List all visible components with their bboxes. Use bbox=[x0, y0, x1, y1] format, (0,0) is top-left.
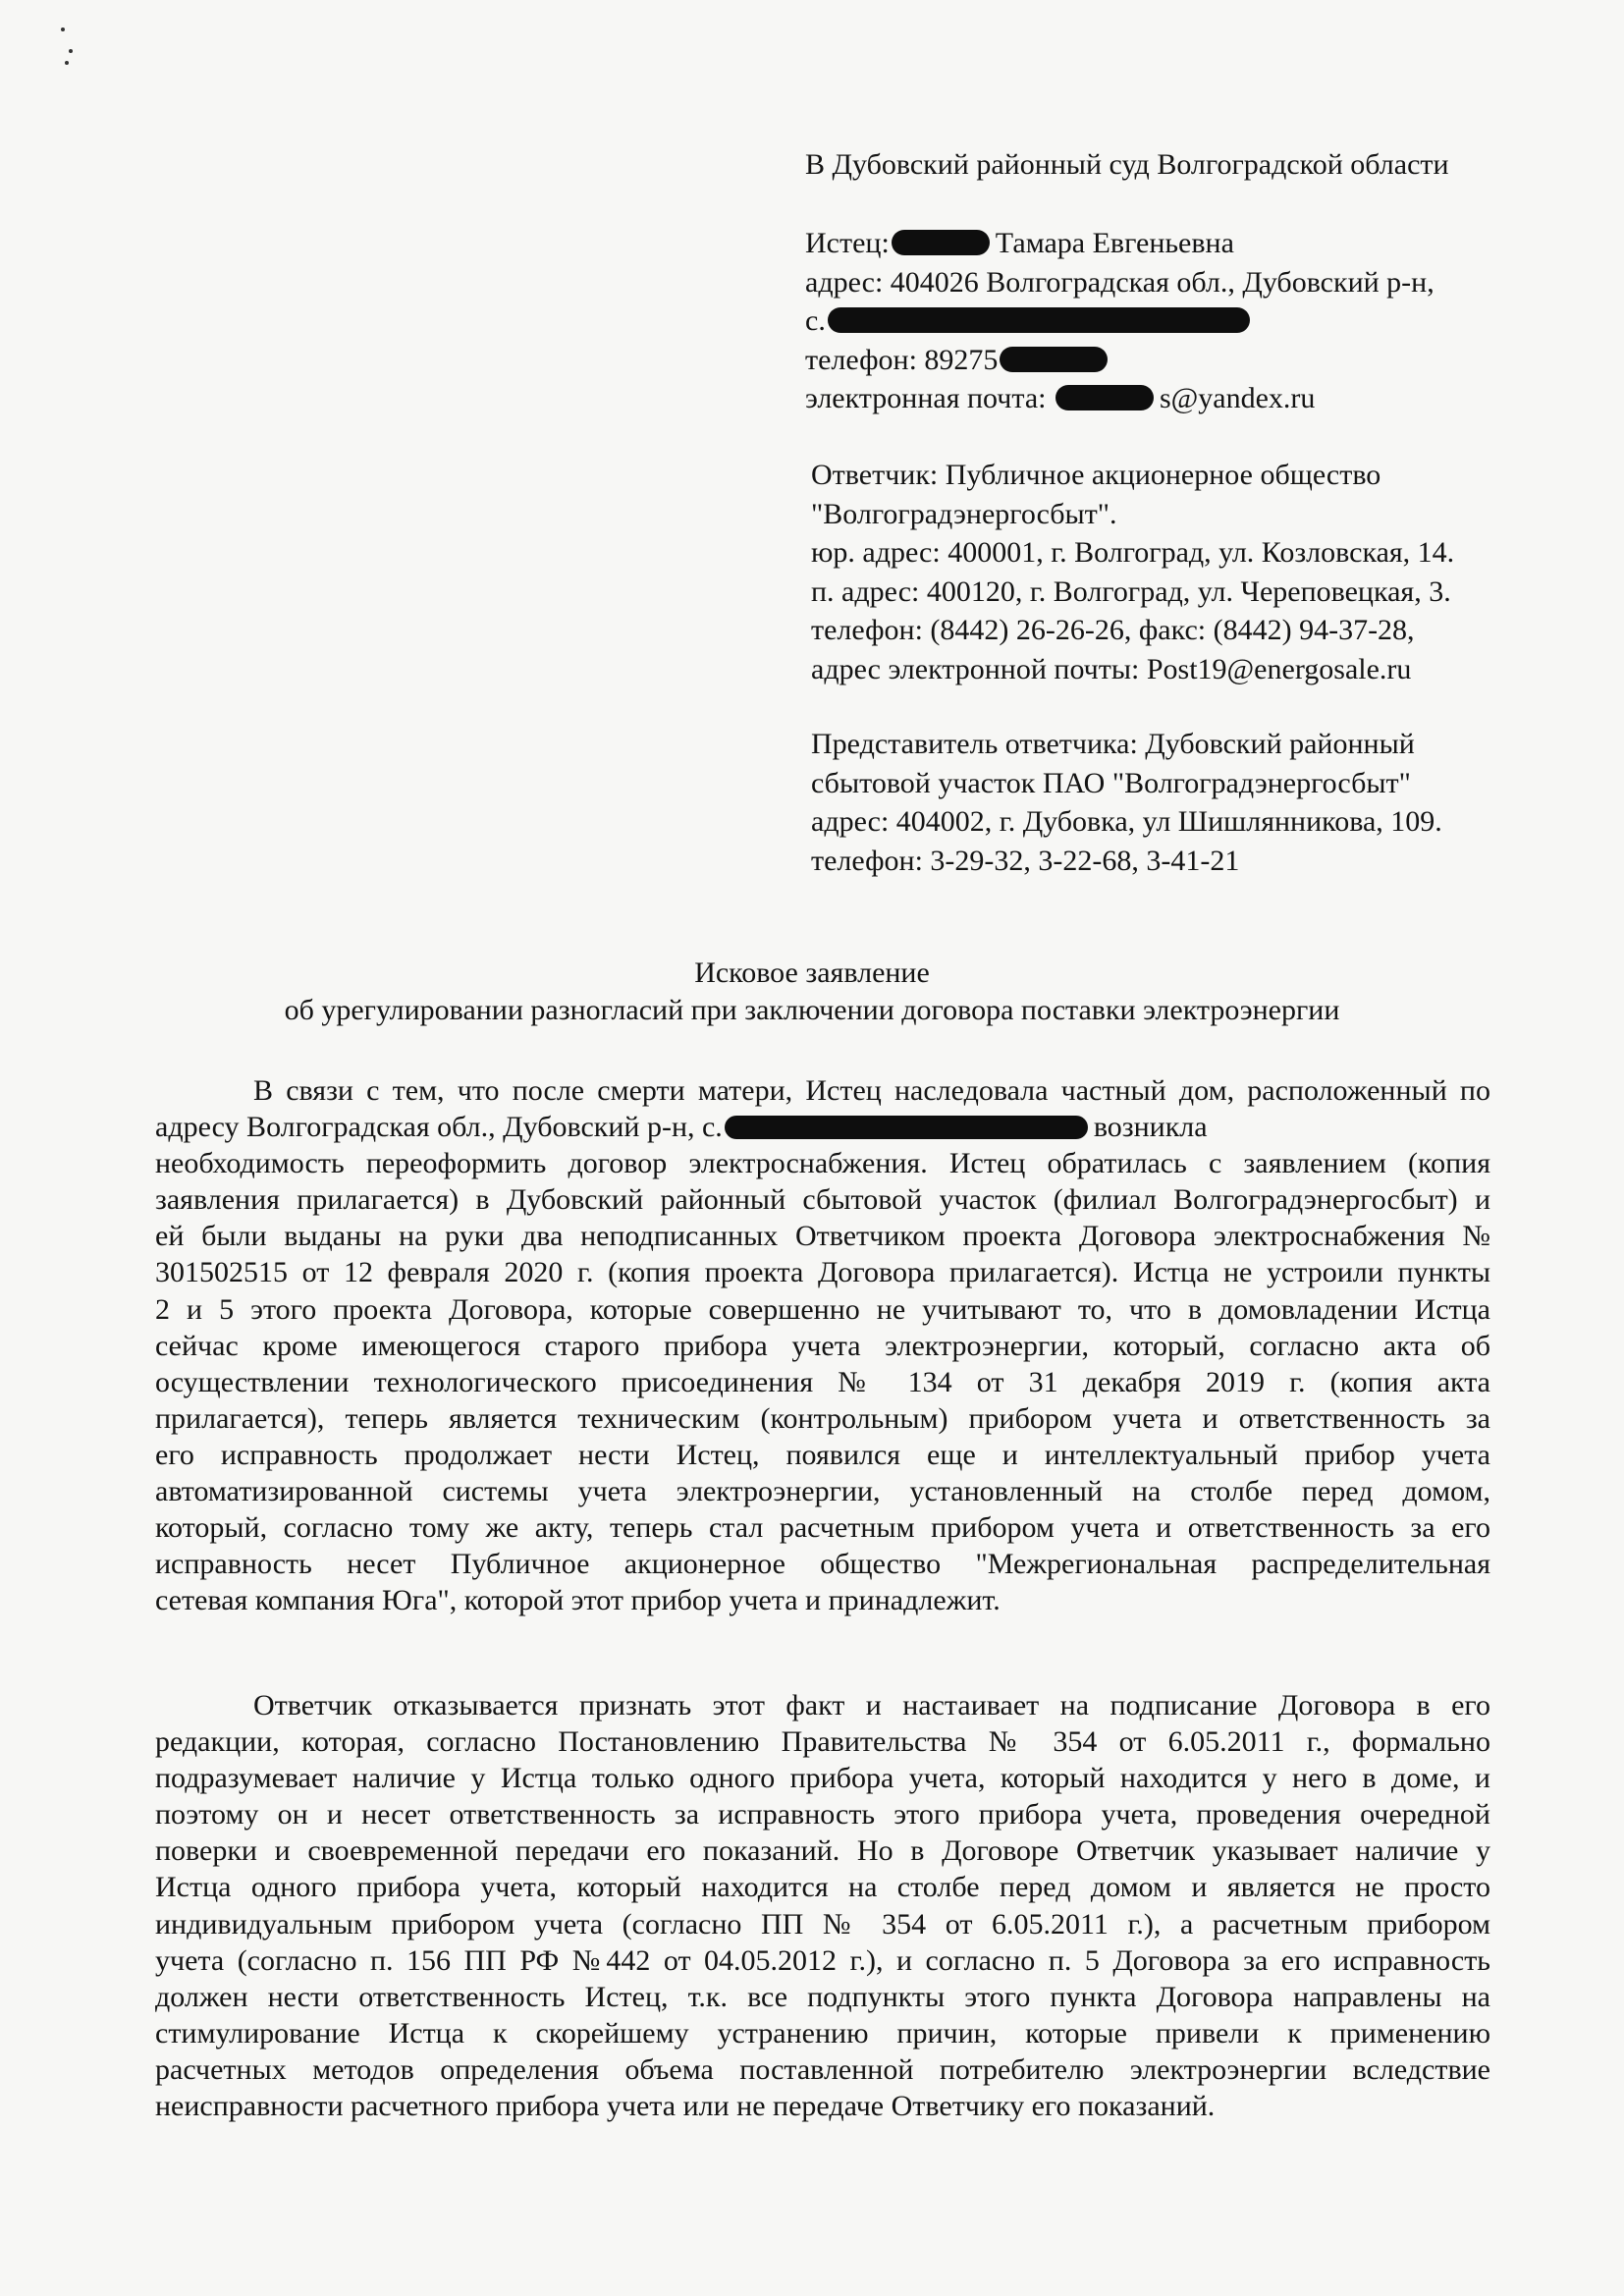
paragraph-line: редакции, которая, согласно Постановлению Правительства № 354 от 6.05.2011 г., формально bbox=[155, 1725, 1490, 1759]
paragraph-line: заявления прилагается) в Дубовский районный сбытовой участок (филиал Волгоградэнергосбыт) и bbox=[155, 1183, 1490, 1217]
paragraph-line: поверки и своевременной передачи его показаний. Но в Договоре Ответчик указывает наличие у bbox=[155, 1834, 1490, 1868]
paragraph-line: должен нести ответственность Истец, т.к. все подпункты этого пункта Договора направлены на bbox=[155, 1980, 1490, 2013]
plaintiff-phone-line bbox=[805, 341, 1591, 380]
plaintiff-email-label: электронная почта: bbox=[805, 382, 1047, 414]
paragraph-line: стимулирование Истца к скорейшему устранению причин, которые привели к применению bbox=[155, 2016, 1490, 2050]
representative-line: сбытовой участок ПАО "Волгоградэнергосбыт" bbox=[811, 766, 1411, 799]
redaction-mark bbox=[725, 1116, 1088, 1139]
plaintiff-address-line1: адрес: 404026 Волгоградская обл., Дубовский р-н, bbox=[805, 265, 1435, 299]
plaintiff-address-prefix: с. bbox=[805, 304, 826, 337]
redaction-mark bbox=[1000, 347, 1108, 372]
paragraph-line: необходимость переоформить договор электроснабжения. Истец обратилась с заявлением (копия bbox=[155, 1147, 1490, 1180]
representative-line: Представитель ответчика: Дубовский районный bbox=[811, 728, 1415, 760]
defendant-line: адрес электронной почты: Post19@energosale.ru bbox=[811, 652, 1412, 685]
document-subtitle: об урегулировании разногласий при заключении договора поставки электроэнергии bbox=[284, 994, 1340, 1026]
paragraph-line: поэтому он и несет ответственность за исправность этого прибора учета, проведения очередной bbox=[155, 1798, 1490, 1831]
defendant-line: Ответчик: Публичное акционерное общество bbox=[811, 459, 1381, 491]
scan-speck bbox=[61, 27, 65, 31]
paragraph-line: адресу Волгоградская обл., Дубовский р-н, с. возникла bbox=[155, 1111, 1208, 1144]
court-addressee bbox=[805, 145, 1591, 185]
paragraph-line: прилагается), теперь является техническим (контрольным) прибором учета и ответственность за bbox=[155, 1401, 1490, 1435]
paragraph-line: подразумевает наличие у Истца только одного прибора учета, который находится у него в доме, и bbox=[155, 1762, 1490, 1795]
paragraph-line: расчетных методов определения объема поставленной потребителю электроэнергии вследствие bbox=[155, 2052, 1490, 2086]
paragraph-line: сетевая компания Юга", которой этот прибор учета и принадлежит. bbox=[155, 1584, 1001, 1617]
paragraph-line: Ответчик отказывается признать этот факт и настаивает на подписание Договора в его bbox=[253, 1689, 1490, 1722]
redaction-mark bbox=[1056, 385, 1154, 410]
plaintiff-label: Истец: bbox=[805, 227, 890, 259]
paragraph-line: ей были выданы на руки два неподписанных Ответчиком проекта Договора электроснабжения № bbox=[155, 1220, 1490, 1253]
paragraph-line: сейчас кроме имеющегося старого прибора учета электроэнергии, который, согласно акта об bbox=[155, 1329, 1490, 1362]
paragraph-1 bbox=[155, 1072, 1490, 1618]
scan-speck bbox=[65, 61, 69, 65]
paragraph-line: 2 и 5 этого проекта Договора, которые совершенно не учитывают то, что в домовладении Истца bbox=[155, 1292, 1490, 1326]
plaintiff-name-line bbox=[805, 224, 1591, 263]
plaintiff-email: s@yandex.ru bbox=[1160, 382, 1316, 414]
defendant-line: п. адрес: 400120, г. Волгоград, ул. Череповецкая, 3. bbox=[811, 574, 1451, 608]
paragraph-line: исправность несет Публичное акционерное общество "Межрегиональная распределительная bbox=[155, 1548, 1490, 1581]
plaintiff-email-line bbox=[805, 379, 1591, 418]
defendant-line: юр. адрес: 400001, г. Волгоград, ул. Козловская, 14. bbox=[811, 536, 1455, 569]
representative-line: адрес: 404002, г. Дубовка, ул Шишлянникова, 109. bbox=[811, 805, 1442, 838]
plaintiff-name: Тамара Евгеньевна bbox=[995, 227, 1234, 259]
defendant-block bbox=[811, 456, 1597, 688]
paragraph-line: осуществлении технологического присоединения № 134 от 31 декабря 2019 г. (копия акта bbox=[155, 1365, 1490, 1398]
defendant-line: телефон: (8442) 26-26-26, факс: (8442) 94-37-28, bbox=[811, 614, 1415, 646]
paragraph-line: его исправность продолжает нести Истец, появился еще и интеллектуальный прибор учета bbox=[155, 1438, 1490, 1471]
plaintiff-address-line2 bbox=[805, 301, 1591, 341]
plaintiff-phone: телефон: 89275 bbox=[805, 343, 999, 376]
representative-block bbox=[811, 725, 1597, 880]
scan-speck bbox=[69, 49, 73, 53]
court-name: В Дубовский районный суд Волгоградской области bbox=[805, 148, 1449, 181]
paragraph-line: учета (согласно п. 156 ПП РФ №442 от 04.05.2012 г.), и согласно п. 5 Договора за его исправность bbox=[155, 1943, 1490, 1977]
paragraph-line: автоматизированной системы учета электроэнергии, установленный на столбе перед домом, bbox=[155, 1475, 1490, 1508]
redaction-mark bbox=[828, 307, 1250, 333]
paragraph-line: В связи с тем, что после смерти матери, Истец наследовала частный дом, расположенный по bbox=[253, 1074, 1490, 1107]
paragraph-line: Истца одного прибора учета, который находится на столбе перед домом и является не просто bbox=[155, 1871, 1490, 1904]
paragraph-line: неисправности расчетного прибора учета или не передаче Ответчику его показаний. bbox=[155, 2090, 1216, 2123]
representative-line: телефон: 3-29-32, 3-22-68, 3-41-21 bbox=[811, 844, 1240, 877]
paragraph-2 bbox=[155, 1687, 1490, 2124]
defendant-line: "Волгоградэнергосбыт". bbox=[811, 497, 1117, 530]
paragraph-line: индивидуальным прибором учета (согласно ПП № 354 от 6.05.2011 г.), а расчетным прибором bbox=[155, 1907, 1490, 1941]
document-title: Исковое заявление bbox=[694, 957, 930, 989]
paragraph-line: 301502515 от 12 февраля 2020 г. (копия проекта Договора прилагается). Истца не устроили пункты bbox=[155, 1256, 1490, 1289]
redaction-mark bbox=[892, 230, 990, 255]
paragraph-line: который, согласно тому же акту, теперь стал расчетным прибором учета и ответственность за его bbox=[155, 1511, 1490, 1545]
plaintiff-block bbox=[805, 224, 1591, 418]
